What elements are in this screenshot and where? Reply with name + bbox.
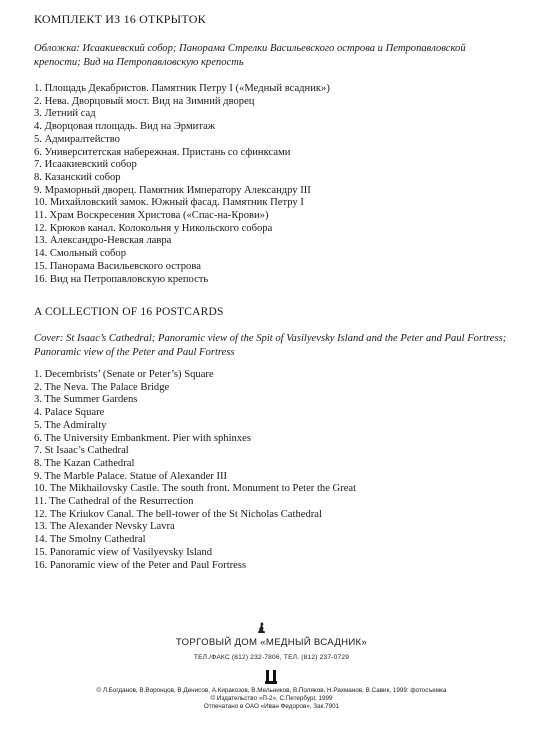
en-list-item: 13. The Alexander Nevsky Lavra [34, 521, 175, 533]
en-list-item: 1. Decembrists’ (Senate or Peter’s) Square [34, 369, 214, 380]
publisher-name: ТОРГОВЫЙ ДОМ «МЕДНЫЙ ВСАДНИК» [175, 637, 368, 648]
ru-list-item: 6. Университетская набережная. Пристань со сфинксами [34, 146, 291, 158]
en-list-item: 3. The Summer Gardens [34, 394, 138, 406]
ru-cover-line: крепости; Вид на Петропавловскую крепость [34, 56, 244, 68]
en-list-item: 10. The Mikhailovsky Castle. The south front. Monument to Peter the Great [34, 483, 357, 495]
en-list-item: 14. The Smolny Cathedral [34, 534, 146, 546]
ru-list-item: 14. Смольный собор [34, 248, 127, 260]
en-list-item: 7. St Isaac’s Cathedral [34, 445, 129, 457]
ru-list-item: 2. Нева. Дворцовый мост. Вид на Зимний дворец [34, 95, 255, 107]
en-postcard-list [34, 369, 356, 572]
en-list-item: 6. The University Embankment. Pier with sphinxes [34, 432, 251, 444]
en-list-item: 4. Palace Square [34, 407, 105, 419]
ru-postcard-list [34, 83, 330, 286]
ru-cover-line: Обложка: Исаакиевский собор; Панорама Стрелки Васильевского острова и Петропавловской [34, 43, 466, 54]
publisher-copyright: © Издательство «П-2», С.Петербург, 1999 [210, 695, 333, 702]
ru-list-item: 13. Александро-Невская лавра [34, 235, 172, 247]
en-list-item: 12. The Kriukov Canal. The bell-tower of the St Nicholas Cathedral [34, 508, 322, 520]
en-list-item: 11. The Cathedral of the Resurrection [34, 496, 194, 508]
ru-list-item: 1. Площадь Декабристов. Памятник Петру I («Медный всадник») [34, 83, 330, 94]
ru-list-item: 12. Крюков канал. Колокольня у Никольского собора [34, 222, 273, 234]
en-cover-line: Cover: St Isaac’s Cathedral; Panoramic view of the Spit of Vasilyevsky Island and the Peter and Paul Fortress; [34, 333, 507, 344]
en-cover-line: Panoramic view of the Peter and Paul Fortress [34, 346, 235, 358]
ru-list-item: 15. Панорама Васильевского острова [34, 260, 201, 272]
ru-list-item: 3. Летний сад [34, 108, 96, 120]
en-list-item: 8. The Kazan Cathedral [34, 457, 135, 469]
ru-list-item: 5. Адмиралтейство [34, 133, 120, 145]
ru-list-item: 10. Михайловский замок. Южный фасад. Памятник Петру I [34, 197, 304, 209]
en-list-item: 2. The Neva. The Palace Bridge [34, 381, 170, 393]
ru-list-item: 16. Вид на Петропавловскую крепость [34, 273, 209, 285]
en-list-item: 15. Panoramic view of Vasilyevsky Island [34, 546, 213, 558]
ru-list-item: 11. Храм Воскресения Христова («Спас-на-Крови») [34, 210, 269, 222]
en-heading: A COLLECTION OF 16 POSTCARDS [34, 306, 224, 318]
photo-credits: © Л.Богданов, В.Воронцов, В.Денисов, А.Киракозов, В.Мельников, В.Поляков, Н.Рахманов, В.Савик, 1999: фотосъемка [96, 687, 447, 694]
publisher-phones: ТЕЛ./ФАКС (812) 232-7806, ТЕЛ. (812) 237-0729 [193, 654, 350, 661]
ru-heading: КОМПЛЕКТ ИЗ 16 ОТКРЫТОК [34, 12, 206, 26]
en-list-item: 5. The Admiralty [34, 419, 107, 431]
en-cover-caption [34, 332, 506, 359]
ru-list-item: 7. Исаакиевский собор [34, 159, 137, 171]
printing-info: Отпечатано в ОАО «Иван Федоров», Зак.7901 [203, 703, 340, 710]
horseman-logo-icon [257, 621, 266, 634]
en-list-item: 16. Panoramic view of the Peter and Paul Fortress [34, 559, 247, 571]
en-list-item: 9. The Marble Palace. Statue of Alexander III [34, 470, 228, 482]
ru-list-item: 8. Казанский собор [34, 171, 121, 183]
ru-cover-caption [34, 42, 466, 69]
publisher-logo-icon [264, 669, 278, 685]
ru-list-item: 9. Мраморный дворец. Памятник Императору Александру III [34, 184, 311, 196]
ru-list-item: 4. Дворцовая площадь. Вид на Эрмитаж [34, 121, 216, 133]
